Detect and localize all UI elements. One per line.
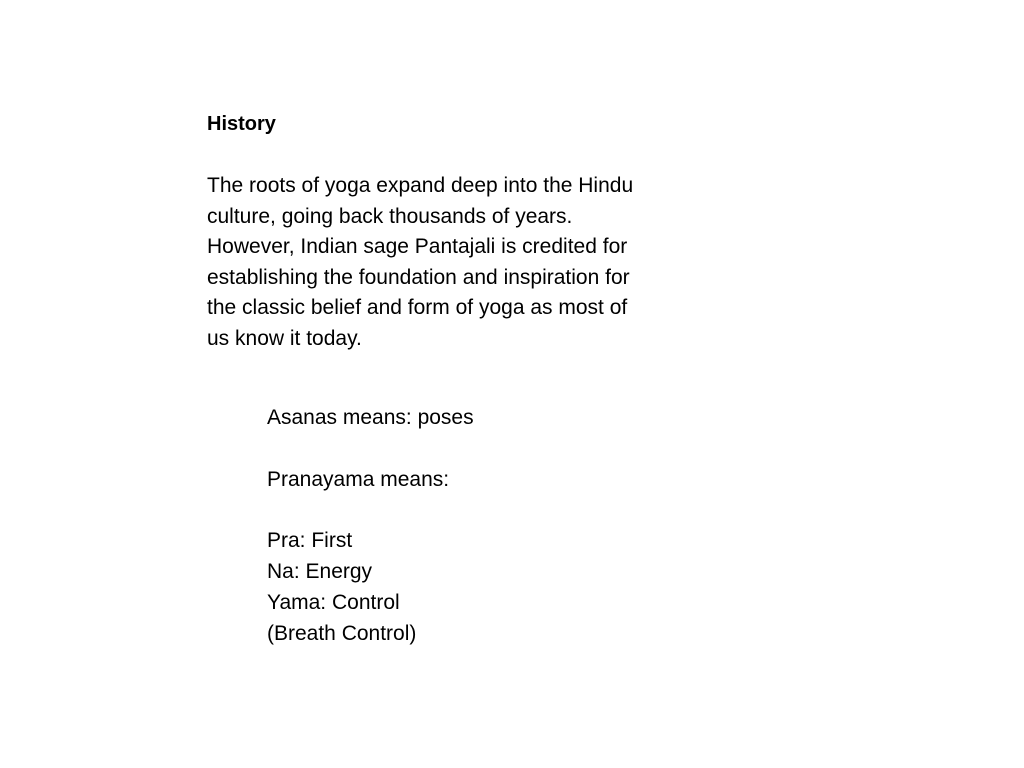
history-paragraph xyxy=(207,171,707,355)
pra-definition: Pra: First xyxy=(267,529,353,553)
section-heading: History xyxy=(207,113,276,135)
pranayama-definition: Pranayama means: xyxy=(267,467,450,491)
paragraph-line: culture, going back thousands of years. xyxy=(207,204,573,228)
paragraph-line: establishing the foundation and inspiration for xyxy=(207,265,630,289)
paragraph-line: us know it today. xyxy=(207,326,362,350)
paragraph-line: the classic belief and form of yoga as most of xyxy=(207,296,628,320)
spacer xyxy=(267,495,667,526)
na-definition: Na: Energy xyxy=(267,559,373,583)
definitions-block xyxy=(267,403,667,649)
yama-definition: Yama: Control xyxy=(267,590,400,614)
asanas-definition: Asanas means: poses xyxy=(267,406,474,429)
paragraph-line: However, Indian sage Pantajali is credited for xyxy=(207,235,628,259)
spacer xyxy=(267,434,667,465)
breath-control-note: (Breath Control) xyxy=(267,621,417,645)
paragraph-line: The roots of yoga expand deep into the Hindu xyxy=(207,174,634,197)
